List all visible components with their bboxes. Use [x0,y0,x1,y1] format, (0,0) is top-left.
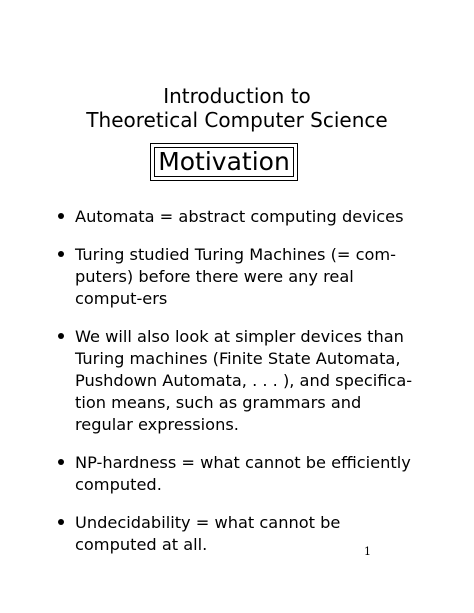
header-line-2: Theoretical Computer Science [86,108,388,132]
bullet-text: Undecidability = what cannot be computed at all. [75,513,341,554]
bullet-text: Automata = abstract computing devices [75,207,404,226]
bullet-icon [58,519,64,525]
bullet-icon [58,333,64,339]
bullet-icon [58,459,64,465]
bullet-list [58,206,414,572]
bullet-item-turing [58,244,414,310]
section-title-box [150,143,298,181]
bullet-item-simpler-devices [58,326,414,436]
bullet-item-np-hardness [58,452,414,496]
bullet-icon [58,251,64,257]
bullet-text: We will also look at simpler devices than Turing machines (Finite State Automata, Pushdown Automata, . . . ), and specifica-tion means, such as grammars and regular expressions. [75,327,413,434]
section-title: Motivation [158,147,290,176]
slide-header [0,84,474,132]
page-number: 1 [364,545,371,558]
header-line-1: Introduction to [163,84,311,108]
bullet-text: NP-hardness = what cannot be efficiently computed. [75,453,411,494]
bullet-item-automata [58,206,414,228]
bullet-item-undecidability [58,512,414,556]
bullet-icon [58,213,64,219]
bullet-text: Turing studied Turing Machines (= com-puters) before there were any real comput-ers [75,245,397,308]
